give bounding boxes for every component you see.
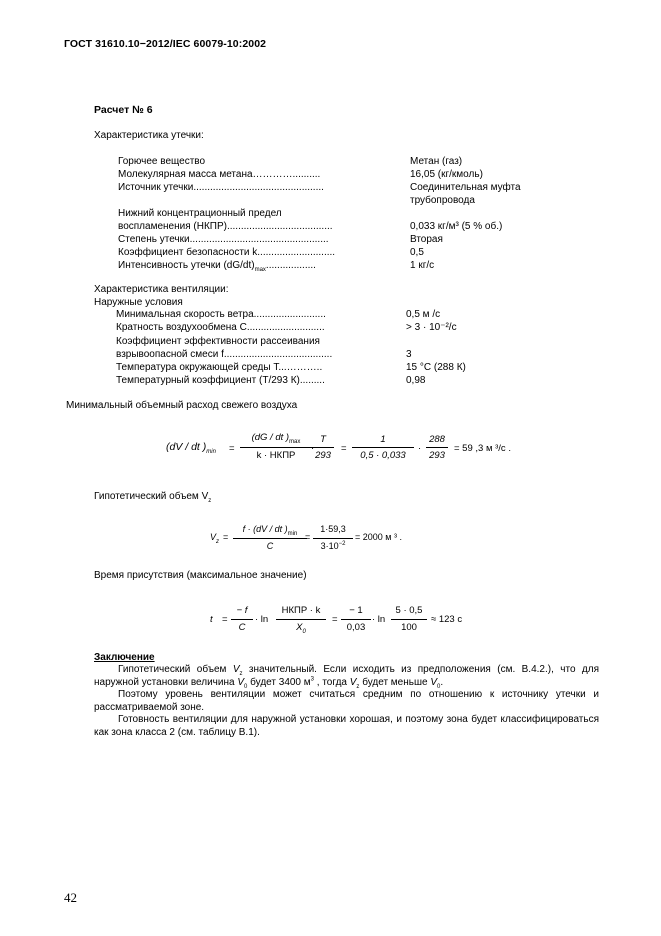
conclusion-paragraph: Гипотетический объем $V_z$ значительный. Если исходить из предположения (см. В.4.2.), что для наружной установки величина $V_0$ будет 3400 $м^3$ , тогда $V_z$ будет меньше $V_0$.: [94, 664, 599, 690]
vent-value: 0,5 м /с: [406, 309, 441, 320]
leak-label: Коэффициент безопасности k............................: [118, 247, 336, 258]
leak-label: Степень утечки..................................................: [118, 234, 329, 245]
formula1-frac2-den: 293: [315, 450, 331, 461]
fraction-bar: [276, 619, 326, 620]
vent-subheading: Наружные условия: [94, 297, 183, 308]
leak-value: Соединительная муфта: [410, 182, 521, 193]
formula1-frac4-den: 293: [429, 450, 445, 461]
conclusion-text: [94, 664, 599, 739]
vz-heading: Гипотетический объем $V_z$: [94, 491, 212, 504]
ln-operator: · ln: [372, 614, 386, 625]
fraction-bar: [233, 538, 307, 539]
equals-sign: =: [332, 614, 338, 625]
calculation-title: Расчет № 6: [94, 104, 153, 116]
formula1-frac1-den: k · НКПР: [256, 450, 296, 461]
formula3-frac2-den: $X_0$: [296, 622, 306, 635]
conclusion-paragraph: Готовность вентиляции для наружной установки хорошая, и поэтому зона будет классифицироваться как зона класса 2 (см. таблицу В.1).: [94, 714, 599, 738]
formula1-frac3-num: 1: [380, 434, 386, 445]
equals-sign: =: [341, 443, 347, 454]
fraction-bar: [426, 447, 448, 448]
formula2-frac1-den: C: [266, 541, 274, 551]
fraction-bar: [240, 447, 312, 448]
equals-sign: =: [229, 443, 235, 454]
leak-label: Молекулярная масса метана…………..........: [118, 169, 321, 180]
formula1-frac2-num: T: [320, 434, 326, 445]
formula3-frac3-den: 0,03: [346, 622, 366, 633]
fraction-bar: [352, 447, 414, 448]
time-heading: Время присутствия (максимальное значение): [94, 570, 307, 581]
formula2-frac2-num: 1·59,3: [320, 524, 346, 534]
vent-value: 0,98: [406, 375, 426, 386]
formula3-frac3-num: − 1: [349, 605, 363, 616]
fraction-bar: [341, 619, 371, 620]
document-header: ГОСТ 31610.10−2012/IEC 60079-10:2002: [64, 38, 267, 50]
fraction-bar: [312, 447, 334, 448]
conclusion-paragraph: Поэтому уровень вентиляции может считаться средним по отношению к источнику утечки и рассматриваемой зоне.: [94, 689, 599, 713]
formula2-frac2-den: $3\cdot 10^{-2}$: [320, 541, 346, 551]
formula3-frac1-num: − f: [236, 605, 248, 616]
leak-intensity-label: Интенсивность утечки $(dG/dt)_{max}$..................: [118, 260, 316, 273]
leak-value: 0,5: [410, 247, 424, 258]
formula3-lhs: t: [210, 614, 213, 625]
formula3-frac4-num: 5 · 0,5: [395, 605, 423, 616]
vent-label: Температура окружающей среды T...………..: [116, 362, 323, 373]
min-flow-heading: Минимальный объемный расход свежего воздуха: [66, 400, 298, 411]
leak-value: 16,05 (кг/кмоль): [410, 169, 483, 180]
ln-operator: · ln: [255, 614, 269, 625]
page-number: 42: [64, 890, 77, 905]
vent-label: Кратность воздухообмена C............................: [116, 322, 325, 333]
equals-sign: =: [223, 532, 229, 542]
formula1-frac4-num: 288: [429, 434, 445, 445]
vent-label: взрывоопасной смеси f.......................................: [116, 349, 333, 360]
equals-sign: =: [305, 532, 311, 542]
formula2-result: = 2000 м ³ .: [355, 532, 402, 542]
formula3-frac1-den: C: [238, 622, 246, 633]
leak-label: Горючее вещество: [118, 156, 206, 167]
leak-label: воспламенения (НКПР)......................................: [118, 221, 333, 232]
vent-label: Коэффициент эффективности рассеивания: [116, 336, 320, 347]
leak-value: трубопровода: [410, 195, 475, 206]
vent-label: Минимальная скорость ветра..........................: [116, 309, 326, 320]
vent-value: 3: [406, 349, 412, 360]
formula1-frac3-den: 0,5 · 0,033: [360, 450, 406, 461]
formula3-result: ≈ 123 с: [431, 614, 463, 625]
fraction-bar: [231, 619, 253, 620]
leak-label: Нижний концентрационный предел: [118, 208, 282, 219]
fraction-bar: [313, 538, 353, 539]
formula2-frac1-num: f · (dV / dt )$_{min}$: [242, 524, 298, 537]
leak-value: Вторая: [410, 234, 443, 245]
equals-sign: =: [222, 614, 228, 625]
formula1-result: = 59 ,3 м ³/с .: [454, 443, 511, 454]
leak-value: 0,033 кг/м³ (5 % об.): [410, 221, 503, 232]
dot-operator: ·: [311, 443, 315, 454]
vent-heading: Характеристика вентиляции:: [94, 284, 229, 295]
conclusion-title: Заключение: [94, 652, 155, 663]
formula3-frac4-den: 100: [401, 622, 417, 633]
formula1-lhs: (dV / dt )$_{min}$: [166, 441, 216, 456]
dot-operator: ·: [418, 443, 422, 454]
vent-value: 15 °С (288 К): [406, 362, 466, 373]
fraction-bar: [391, 619, 427, 620]
leak-value: Метан (газ): [410, 156, 463, 167]
formula2-lhs: $V_z$: [210, 532, 220, 545]
formula3-frac2-num: НКПР · k: [281, 605, 321, 616]
leak-heading: Характеристика утечки:: [94, 130, 204, 141]
leak-intensity-value: 1 кг/с: [410, 260, 435, 271]
leak-label: Источник утечки...............................................: [118, 182, 324, 193]
vent-label: Температурный коэффициент (T/293 К).........: [116, 375, 325, 386]
vent-value: > 3 · 10⁻²/с: [406, 322, 457, 333]
formula1-frac1-num: (dG / dt )$_{max}$: [251, 432, 301, 445]
